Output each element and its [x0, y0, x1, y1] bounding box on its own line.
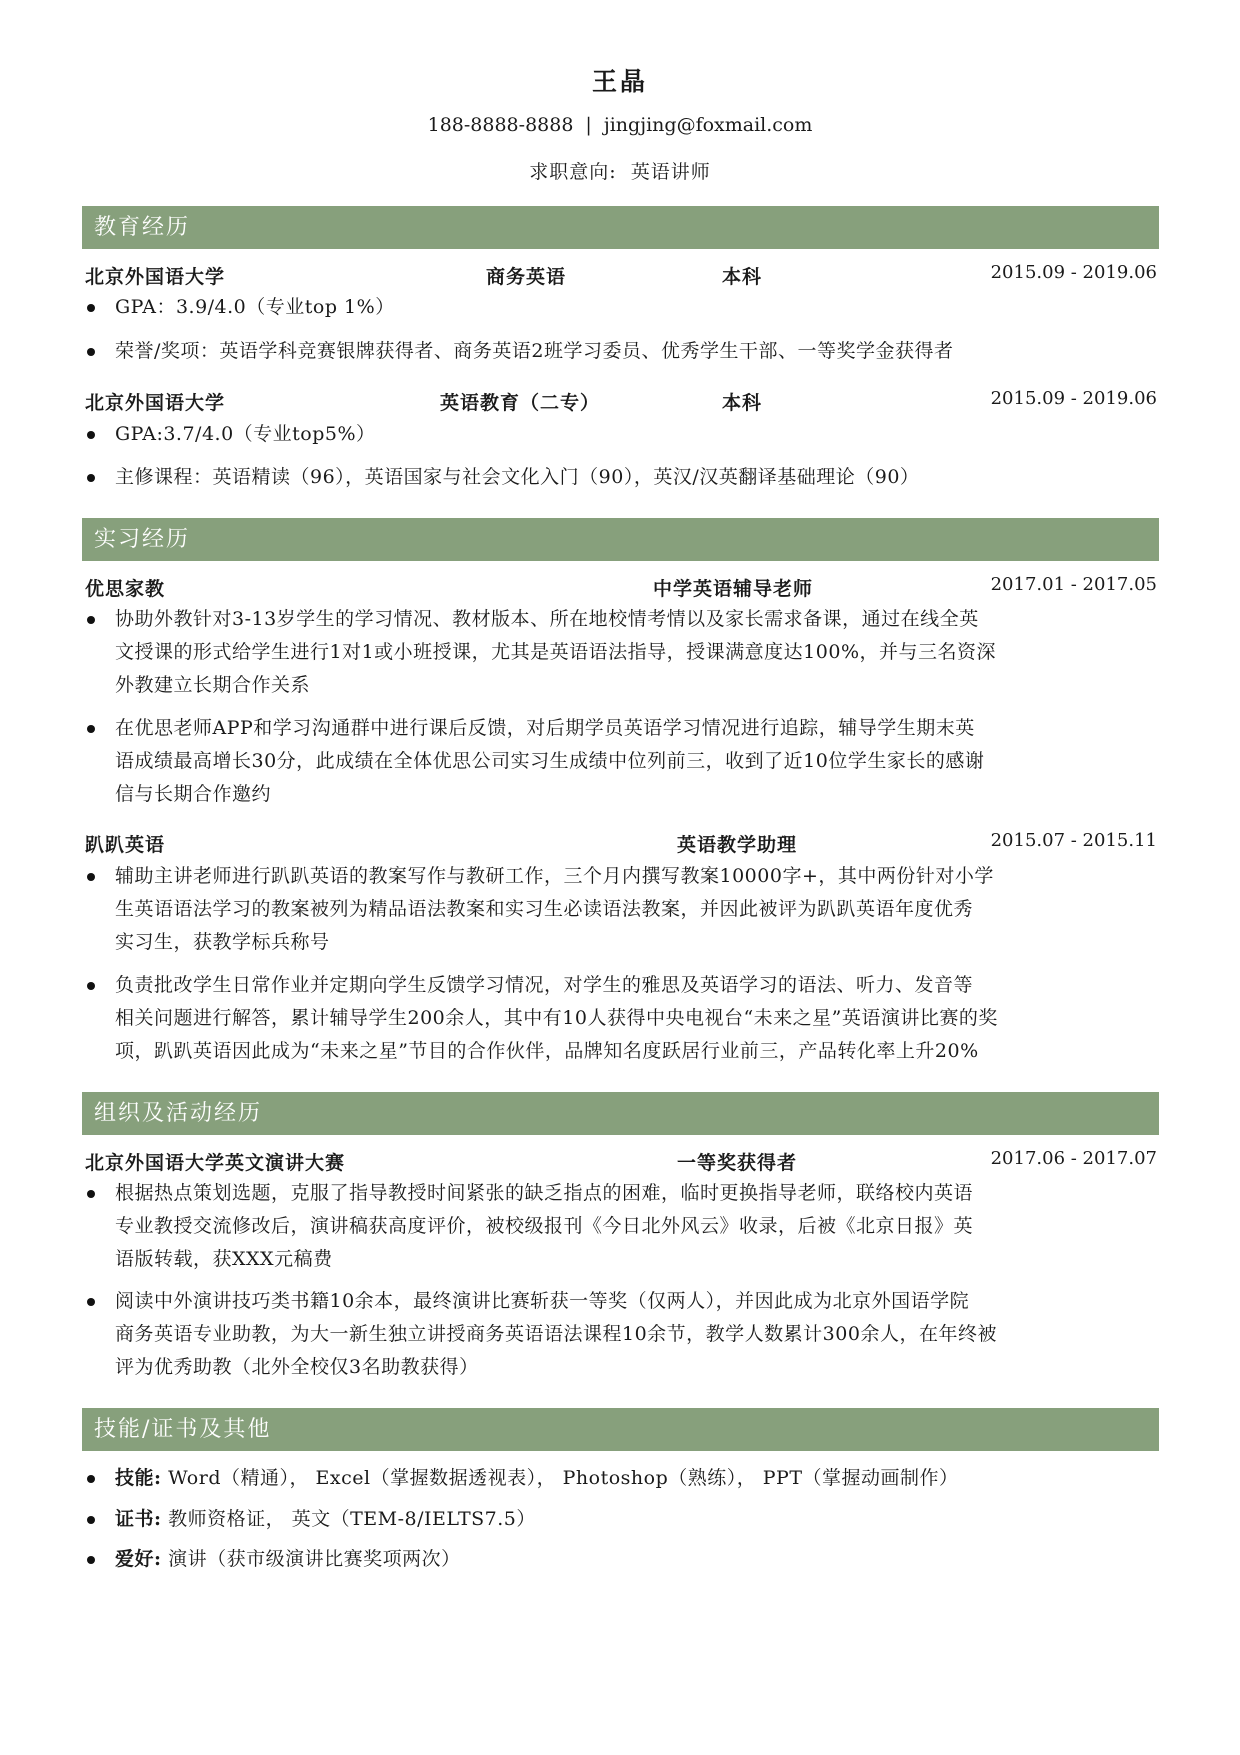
certificates-label: 证书:: [115, 1508, 162, 1530]
intent-label: 求职意向:: [529, 161, 617, 183]
list-item: GPA:3.7/4.0（专业top5%）: [85, 418, 1159, 451]
school: 北京外国语大学: [85, 392, 226, 414]
skills-value: Word（精通）， Excel（掌握数据透视表）， Photoshop（熟练）， PPT（掌握动画制作）: [168, 1467, 959, 1489]
skills-label: 技能:: [115, 1467, 162, 1489]
education-entry-1: [85, 262, 1157, 290]
list-item: [85, 1462, 1159, 1495]
organization: 趴趴英语: [85, 834, 166, 856]
degree: 本科: [722, 392, 763, 414]
list-item: 协助外教针对3-13岁学生的学习情况、教材版本、所在地校情考情以及家长需求备课，通过在线全英 文授课的形式给学生进行1对1或小班授课，尤其是英语语法指导，授课满意度达100%，并与三名资深 外教建立长期合作关系: [85, 603, 1159, 702]
list-item: GPA：3.9/4.0（专业top 1%）: [85, 291, 1159, 324]
contact-line: [0, 114, 1240, 136]
organization: 优思家教: [85, 578, 166, 600]
role: 中学英语辅导老师: [653, 578, 814, 600]
activity-entry-1: [85, 1148, 1157, 1176]
list-item: 负责批改学生日常作业并定期向学生反馈学习情况，对学生的雅思及英语学习的语法、听力、发音等 相关问题进行解答，累计辅导学生200余人，其中有10人获得中央电视台“未来之星”英语演讲比赛的奖 项，趴趴英语因此成为“未来之星”节目的合作伙伴，品牌知名度跃居行业前三，产品转化率上升20%: [85, 969, 1159, 1068]
list-item: [85, 1503, 1159, 1536]
list-item: 根据热点策划选题，克服了指导教授时间紧张的缺乏指点的困难，临时更换指导老师，联络校内英语 专业教授交流修改后，演讲稿获高度评价，被校级报刊《今日北外风云》收录，后被《北京日报》英 语版转载，获XXX元稿费: [85, 1177, 1159, 1276]
date: 2015.09 - 2019.06: [990, 262, 1157, 283]
section-internship-title: 实习经历: [82, 518, 1159, 561]
degree: 本科: [722, 266, 763, 288]
organization: 北京外国语大学英文演讲大赛: [85, 1152, 346, 1174]
date: 2017.06 - 2017.07: [990, 1148, 1157, 1169]
date: 2015.07 - 2015.11: [990, 830, 1157, 851]
list-item: 荣誉/奖项：英语学科竞赛银牌获得者、商务英语2班学习委员、优秀学生干部、一等奖学金获得者: [85, 335, 1159, 368]
role: 一等奖获得者: [677, 1152, 798, 1174]
list-item: 在优思老师APP和学习沟通群中进行课后反馈，对后期学员英语学习情况进行追踪，辅导学生期末英 语成绩最高增长30分，此成绩在全体优思公司实习生成绩中位列前三，收到了近10位学生家长的感谢 信与长期合作邀约: [85, 712, 1159, 811]
intent-value: 英语讲师: [630, 161, 711, 183]
list-item: 主修课程：英语精读（96），英语国家与社会文化入门（90），英汉/汉英翻译基础理论（90）: [85, 461, 1159, 494]
hobbies-value: 演讲（获市级演讲比赛奖项两次）: [168, 1548, 461, 1570]
resume-name: 王晶: [591, 67, 648, 96]
list-item: 辅助主讲老师进行趴趴英语的教案写作与教研工作，三个月内撰写教案10000字+，其中两份针对小学 生英语语法学习的教案被列为精品语法教案和实习生必读语法教案，并因此被评为趴趴英语年度优秀 实习生，获教学标兵称号: [85, 860, 1159, 959]
job-intent: [0, 157, 1240, 184]
role: 英语教学助理: [677, 834, 798, 856]
major: 英语教育（二专）: [440, 392, 601, 414]
certificates-value: 教师资格证， 英文（TEM-8/IELTS7.5）: [168, 1508, 536, 1530]
email: jingjing@foxmail.com: [603, 114, 813, 136]
date: 2015.09 - 2019.06: [990, 388, 1157, 409]
list-item: [85, 1543, 1159, 1576]
hobbies-label: 爱好:: [115, 1548, 162, 1570]
education-entry-2: [85, 388, 1157, 416]
section-education-title: 教育经历: [82, 206, 1159, 249]
internship-entry-2: [85, 830, 1157, 858]
section-skills-title: 技能/证书及其他: [82, 1408, 1159, 1451]
list-item: 阅读中外演讲技巧类书籍10余本，最终演讲比赛斩获一等奖（仅两人），并因此成为北京外国语学院 商务英语专业助教，为大一新生独立讲授商务英语语法课程10余节，教学人数累计300余人，在年终被 评为优秀助教（北外全校仅3名助教获得）: [85, 1285, 1159, 1384]
date: 2017.01 - 2017.05: [990, 574, 1157, 595]
internship-entry-1: [85, 574, 1157, 602]
major: 商务英语: [486, 266, 567, 288]
section-activities-title: 组织及活动经历: [82, 1092, 1159, 1135]
contact-separator: |: [585, 114, 592, 136]
phone: 188-8888-8888: [427, 114, 574, 136]
school: 北京外国语大学: [85, 266, 226, 288]
